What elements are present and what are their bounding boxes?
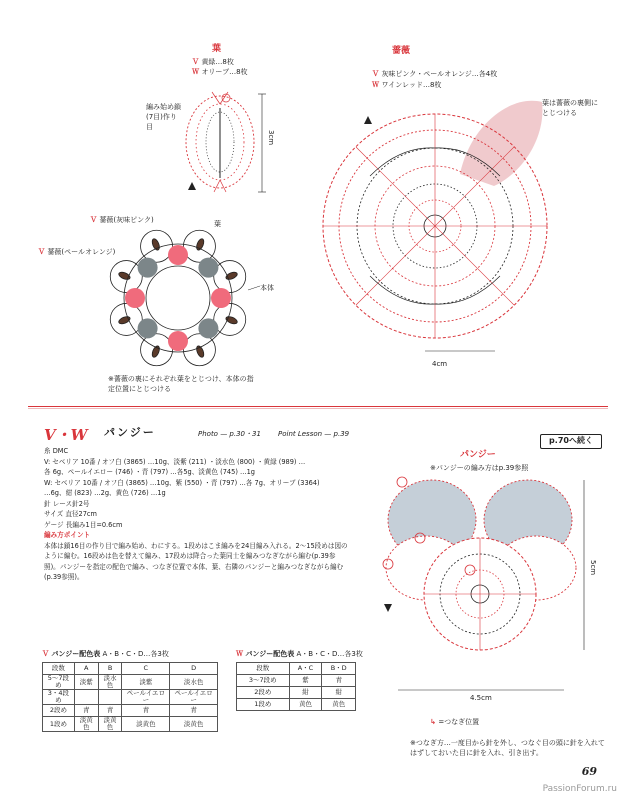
table-row: [237, 699, 356, 711]
spec-line: 針 レース針2号: [44, 499, 90, 508]
leaf-start-note: 編み始め鎖(7目)作り目: [146, 103, 181, 131]
table-cell: 黄色: [289, 699, 322, 711]
table-row: [237, 687, 356, 699]
wreath-diagram: [98, 220, 258, 370]
leaf-dimension: 3cm: [267, 130, 275, 146]
table-cell: 青: [122, 705, 170, 717]
table-cell: 3・4段め: [43, 690, 75, 705]
join-note: ※つなぎ方…一度目から針を外し、つなぐ目の頭に針を入れてはずしておいた目に針を入れ、引き出す。: [410, 739, 605, 757]
join-legend: ↳ =つなぎ位置: [430, 718, 480, 726]
table-header-cell: C: [122, 663, 170, 675]
layout-label-leaf: 葉: [214, 220, 221, 228]
table-header-cell: B・D: [322, 663, 356, 675]
table-header-cell: D: [170, 663, 218, 675]
rose-title: 薔薇: [392, 46, 411, 56]
table-cell: 3～7段め: [237, 675, 290, 687]
table-cell: 2段め: [237, 687, 290, 699]
rose-yarn-2: Ｗ ワインレッド…8枚: [372, 81, 442, 89]
spec-line: 糸 DMC: [44, 447, 69, 455]
spec-line: 各 6g、ペールイエロー (746) ・青 (797) …各5g、淡黄色 (745) …1g: [44, 468, 255, 476]
table-header-cell: 段数: [43, 663, 75, 675]
section-divider-shade: [28, 408, 608, 409]
spec-line: ように編む。16段めは色を替えて編み、17段めは降合った葉同士を編みつなぎながら編む(p.39参: [44, 552, 336, 560]
table-header-cell: A: [74, 663, 98, 675]
layout-label-body: 本体: [260, 284, 274, 292]
wreath-rose-pink: [198, 318, 218, 338]
lesson-reference: Point Lesson — p.39: [278, 430, 350, 438]
table-cell: 青: [74, 705, 98, 717]
table-w-title: Ｗ パンジー配色表 A・B・C・D…各3枚: [236, 650, 363, 658]
wreath-rose-pink: [198, 258, 218, 278]
section-mark: V・W: [44, 426, 88, 444]
wreath-rose-orange: [211, 288, 231, 308]
pansy-width-dimension: 4.5cm: [470, 694, 492, 702]
spec-line: 照)。パンジーを指定の配色で編み、つなぎ位置で本体、葉、右隣のパンジーと編みつなぎながら編む: [44, 562, 344, 571]
table-v-title: Ｖ パンジー配色表 A・B・C・D…各3枚: [42, 650, 169, 658]
wreath-rose-pink: [138, 318, 158, 338]
wreath-rose-orange: [168, 245, 188, 265]
table-cell: 淡水色: [98, 675, 122, 690]
rose-chart: [310, 86, 540, 356]
color-table-v: [42, 662, 218, 732]
spec-line: サイズ 直径27cm: [44, 510, 97, 518]
spec-line: (p.39参照)。: [44, 573, 84, 581]
join-mark-icon: ↳: [430, 718, 439, 726]
table-cell: 1段め: [237, 699, 290, 711]
table-cell: 淡黄色: [98, 717, 122, 732]
table-cell: 紫: [289, 675, 322, 687]
table-header-cell: B: [98, 663, 122, 675]
page-number: 69: [581, 765, 597, 778]
table-header-cell: A・C: [289, 663, 322, 675]
table-cell: 紺: [322, 687, 356, 699]
spec-line: 編み方ポイント: [44, 531, 91, 539]
table-cell: 2段め: [43, 705, 75, 717]
wreath-rose-orange: [125, 288, 145, 308]
spec-line: V: セベリア 10番 / オフ白 (3865) …10g、淡紫 (211) ・淡水色 (800) ・黄緑 (989) …: [44, 457, 306, 466]
layout-note: ※薔薇の裏にそれぞれ葉をとじつけ、本体の指定位置にとじつける: [108, 375, 254, 393]
layout-label-rose-orange: Ｖ 薔薇(ペールオレンジ): [38, 248, 116, 256]
table-cell: 淡黄色: [170, 717, 218, 732]
leaf-title: 葉: [212, 44, 222, 54]
leaf-chart: [180, 84, 270, 202]
rose-dimension: 4cm: [432, 360, 448, 368]
table-cell: 淡紫: [122, 675, 170, 690]
table-cell: 紺: [289, 687, 322, 699]
table-cell: 淡黄色: [74, 717, 98, 732]
wreath-rose-orange: [168, 331, 188, 351]
color-table-w: [236, 662, 356, 711]
pansy-height-dimension: 5cm: [589, 560, 597, 576]
table-cell: ペールイエロー: [122, 690, 170, 705]
pansy-note: ※パンジーの編み方はp.39参照: [430, 464, 529, 472]
layout-label-rose-pink: Ｖ 薔薇(灰味ピンク): [90, 216, 154, 224]
table-header-cell: 段数: [237, 663, 290, 675]
table-cell: [74, 690, 98, 705]
spec-line: ゲージ 長編み1目=0.6cm: [44, 520, 123, 529]
leaf-yarn-2: Ｗ オリーブ…8枚: [192, 68, 248, 76]
table-row: [43, 705, 218, 717]
table-row: [43, 717, 218, 732]
spec-line: 本体は鎖16目の作り目で編み始め、わにする。1段めはこま編みを24目編み入れる。2～15段めは図の: [44, 541, 348, 550]
table-row: [43, 675, 218, 690]
section-divider: [28, 406, 608, 407]
table-cell: 青: [322, 675, 356, 687]
table-cell: 5～7段め: [43, 675, 75, 690]
table-cell: 青: [98, 705, 122, 717]
pansy-title: パンジー: [460, 450, 496, 460]
section-title: パンジー: [104, 426, 156, 439]
rose-yarn-1: Ｖ 灰味ピンク・ペールオレンジ…各4枚: [372, 70, 498, 78]
table-row: [237, 675, 356, 687]
table-cell: 淡紫: [74, 675, 98, 690]
table-cell: 黄色: [322, 699, 356, 711]
rose-leaf-note: 葉は薔薇の裏側にとじつける: [542, 99, 598, 117]
spec-line: W: セベリア 10番 / オフ白 (3865) …10g、紫 (550) ・青 (797) …各 7g、オリーブ (3364): [44, 478, 320, 487]
table-row: [43, 690, 218, 705]
spec-line: …6g、紺 (823) …2g、黄色 (726) …1g: [44, 489, 166, 497]
table-cell: 1段め: [43, 717, 75, 732]
table-cell: 青: [170, 705, 218, 717]
table-cell: [98, 690, 122, 705]
table-cell: 淡黄色: [122, 717, 170, 732]
watermark: PassionForum.ru: [542, 784, 617, 794]
continue-page-button[interactable]: p.70へ続く: [540, 434, 602, 449]
wreath-rose-pink: [138, 258, 158, 278]
table-cell: 淡水色: [170, 675, 218, 690]
pansy-chart: [378, 476, 588, 706]
specification-block: [44, 446, 374, 583]
photo-reference: Photo — p.30・31: [198, 430, 261, 438]
leaf-yarn-1: Ｖ 黄緑…8枚: [192, 58, 234, 66]
table-cell: ペールイエロー: [170, 690, 218, 705]
